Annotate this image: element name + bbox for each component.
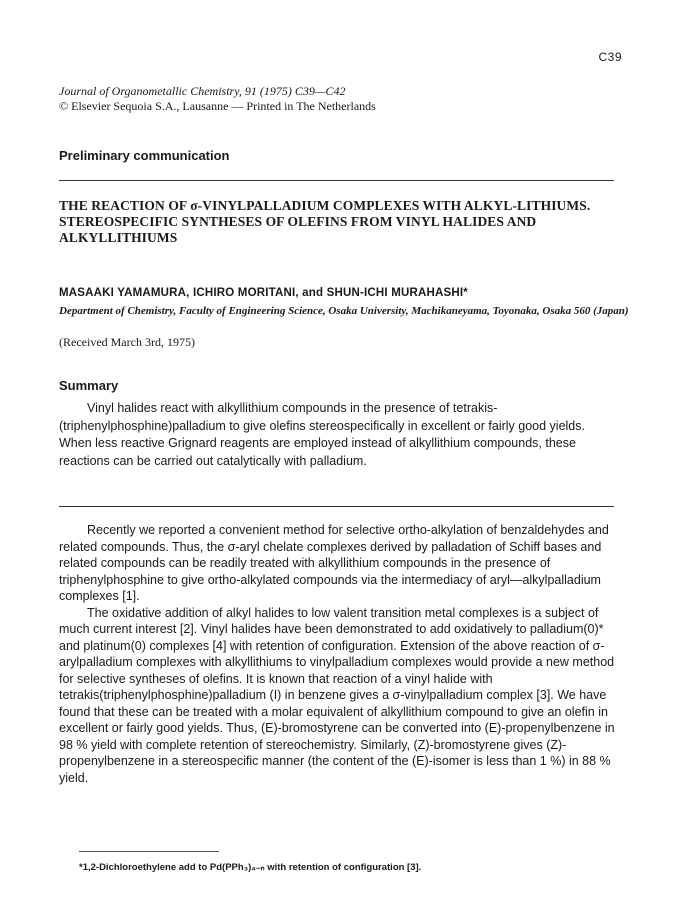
journal-header xyxy=(59,84,376,114)
summary-divider xyxy=(59,506,614,507)
summary-text: Vinyl halides react with alkyllithium compounds in the presence of tetrakis-(triphenylphosphine)palladium to give olefins stereospecifically in excellent or fairly good yields. When less reactive Grignard reagents are employed instead of alkyllithium compounds, these reactions can be carried out catalytically with palladium. xyxy=(59,401,585,468)
author-list: MASAAKI YAMAMURA, ICHIRO MORITANI, and SHUN-ICHI MURAHASHI* xyxy=(59,287,468,299)
page-number: C39 xyxy=(598,50,622,64)
article-body xyxy=(59,522,621,786)
header-divider xyxy=(59,180,614,181)
body-paragraph-1: Recently we reported a convenient method for selective ortho-alkylation of benzaldehydes and related compounds. Thus, the σ-aryl chelate complexes derived by palladation of Schiff bases and related compounds can be readily treated with alkyllithium compounds in the presence of triphenylphosphine to give ortho-alkylated compounds via the intermediacy of aryl—alkylpalladium complexes [1]. xyxy=(59,523,609,603)
section-label: Preliminary communication xyxy=(59,148,230,163)
footnote-divider xyxy=(79,851,219,852)
journal-citation: Journal of Organometallic Chemistry, 91 (1975) C39—C42 xyxy=(59,84,346,98)
summary-heading: Summary xyxy=(59,378,119,393)
article-title: THE REACTION OF σ-VINYLPALLADIUM COMPLEXES WITH ALKYL-LITHIUMS. STEREOSPECIFIC SYNTHESES OF OLEFINS FROM VINYL HALIDES AND ALKYLLITHIUMS xyxy=(59,198,591,245)
footnote: *1,2-Dichloroethylene add to Pd(PPh₃)₄₋ₙ with retention of configuration [3]. xyxy=(79,862,422,873)
received-date: (Received March 3rd, 1975) xyxy=(59,335,195,349)
affiliation: Department of Chemistry, Faculty of Engineering Science, Osaka University, Machikaneyama, Toyonaka, Osaka 560 (Japan) xyxy=(59,305,629,317)
body-paragraph-2: The oxidative addition of alkyl halides to low valent transition metal complexes is a subject of much current interest [2]. Vinyl halides have been demonstrated to add oxidatively to palladium(0)* and platinum(0) complexes [4] with retention of configuration. Extension of the above reaction of σ-arylpalladium complexes with alkyllithiums to vinylpalladium complexes would provide a new method for selective syntheses of olefins. It is known that reaction of a vinyl halide with tetrakis(triphenylphosphine)palladium (I) in benzene gives a σ-vinylpalladium complex [3]. We have found that these can be treated with a molar equivalent of alkyllithium compound to give an olefin in excellent or fairly good yields. Thus, (E)-bromostyrene can be converted into (E)-propenylbenzene in 98 % yield with complete retention of stereochemistry. Similarly, (Z)-bromostyrene gives (Z)-propenylbenzene in a stereospecific manner (the content of the (E)-isomer is less than 1 %) in 88 % yield. xyxy=(59,605,615,785)
publisher-line: © Elsevier Sequoia S.A., Lausanne — Printed in The Netherlands xyxy=(59,99,376,113)
